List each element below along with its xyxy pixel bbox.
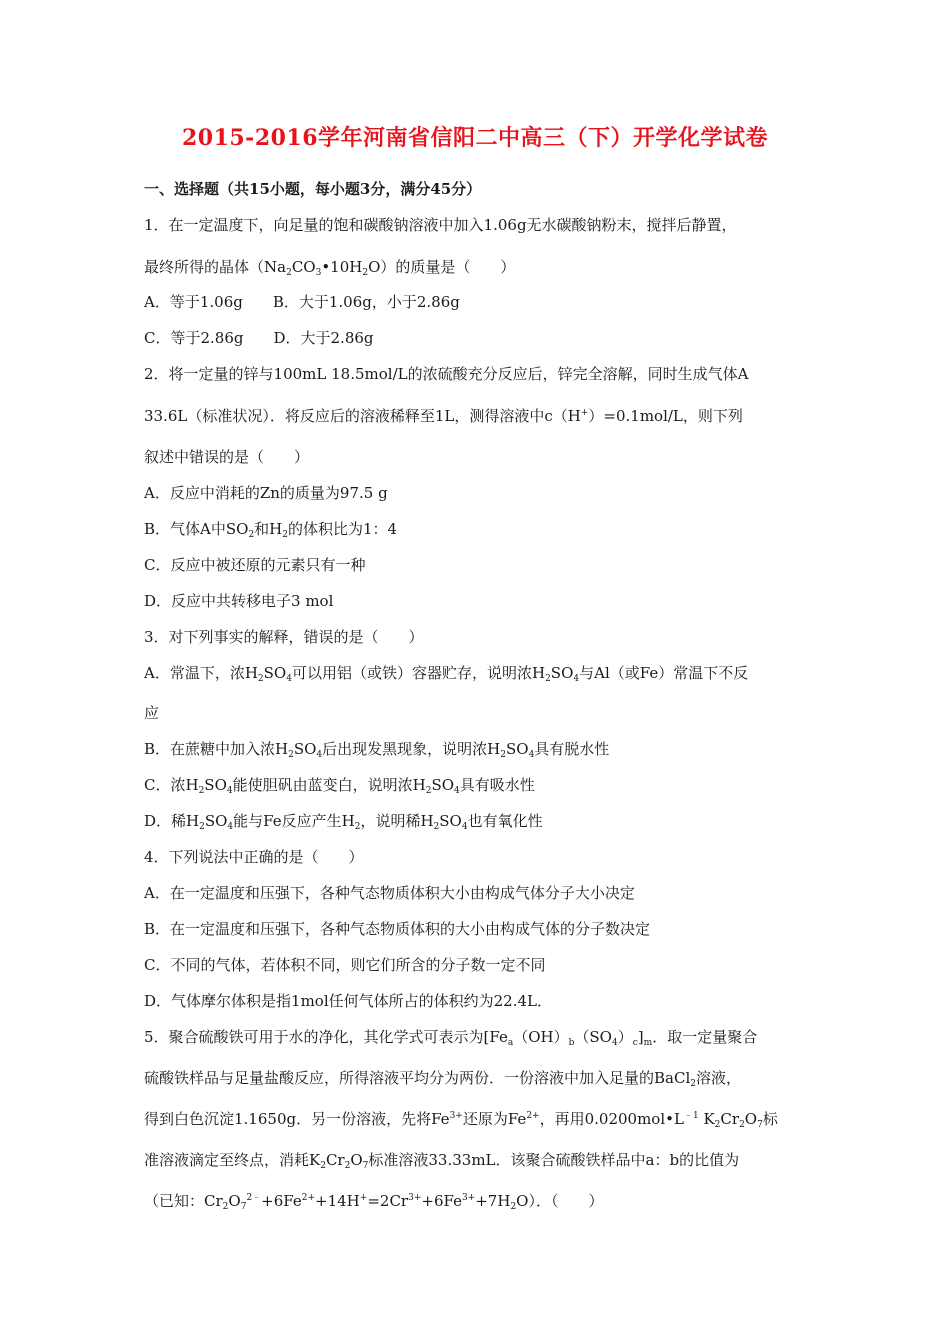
q4-option-b[interactable]: B．在一定温度和压强下，各种气态物质体积的大小由构成气体的分子数决定	[144, 920, 651, 938]
q5-stem-line1: 5．聚合硫酸铁可用于水的净化，其化学式可表示为$[Fe_a(OH)_b(SO_4)_c]_m$．取一定量聚合	[144, 1028, 758, 1048]
q1-options-cd	[144, 327, 374, 348]
q3-option-a-cont: 应	[144, 704, 160, 722]
q3-option-a[interactable]: A．常温下，浓$H_2SO_4$可以用铝（或铁）容器贮存，说明浓$H_2SO_4$与Al（或Fe）常温下不反	[144, 664, 749, 684]
q2-option-b[interactable]: B．气体A中$SO_2$和$H_2$的体积比为1：4	[144, 520, 398, 540]
q2-stem-line1: 2．将一定量的锌与100mL 18.5mol/L的浓硫酸充分反应后，锌完全溶解，同时生成气体A	[144, 365, 749, 383]
q5-stem-line3: 得到白色沉淀1.1650g．另一份溶液，先将$Fe^{3+}$还原为$Fe^{2+}$，再用$0.0200mol•L^{﹣1}$ $K_2Cr_2O_7$标	[144, 1110, 778, 1130]
q1-stem-line1: 1．在一定温度下，向足量的饱和碳酸钠溶液中加入1.06g无水碳酸钠粉末，搅拌后静置，	[144, 216, 737, 234]
q1-option-c[interactable]: C．等于2.86g	[144, 329, 244, 347]
q1-stem-line2: 最终所得的晶体$(Na_2CO_3•10H_2O)$的质量是（ ）	[144, 258, 516, 278]
q2-option-a[interactable]: A．反应中消耗的Zn的质量为97.5 g	[144, 484, 388, 502]
q2-stem-line2: 33.6L（标准状况）．将反应后的溶液稀释至1L，测得溶液中c（H+）=0.1mol/L，则下列	[144, 407, 743, 425]
q2-stem-line3: 叙述中错误的是（ ）	[144, 448, 310, 466]
section-heading: 一、选择题（共15小题，每小题3分，满分45分）	[144, 180, 482, 198]
q1-options-ab	[144, 291, 460, 312]
exam-title: 2015-2016学年河南省信阳二中高三（下）开学化学试卷	[181, 125, 769, 151]
q4-option-a[interactable]: A．在一定温度和压强下，各种气态物质体积大小由构成气体分子大小决定	[144, 884, 635, 902]
q3-option-b[interactable]: B．在蔗糖中加入浓$H_2SO_4$后出现发黑现象，说明浓$H_2SO_4$具有脱水性	[144, 740, 610, 760]
q3-option-d[interactable]: D．稀$H_2SO_4$能与Fe反应产生$H_2$，说明稀$H_2SO_4$也有氧化性	[144, 812, 543, 832]
q3-option-c[interactable]: C．浓$H_2SO_4$能使胆矾由蓝变白，说明浓$H_2SO_4$具有吸水性	[144, 776, 535, 796]
q3-stem: 3．对下列事实的解释，错误的是（ ）	[144, 628, 424, 646]
q2-option-d[interactable]: D．反应中共转移电子3 mol	[144, 592, 334, 610]
q1-option-a[interactable]: A．等于1.06g	[144, 293, 243, 311]
q1-option-d[interactable]: D．大于2.86g	[273, 329, 374, 347]
q4-option-d[interactable]: D．气体摩尔体积是指1mol任何气体所占的体积约为22.4L．	[144, 992, 552, 1010]
q4-stem: 4．下列说法中正确的是（ ）	[144, 848, 364, 866]
q4-option-c[interactable]: C．不同的气体，若体积不同，则它们所含的分子数一定不同	[144, 956, 546, 974]
q1-option-b[interactable]: B．大于1.06g，小于2.86g	[272, 293, 460, 311]
q5-stem-line2: 硫酸铁样品与足量盐酸反应，所得溶液平均分为两份．一份溶液中加入足量的BaCl$_2$溶液，	[144, 1069, 741, 1089]
q2-option-c[interactable]: C．反应中被还原的元素只有一种	[144, 556, 366, 574]
q5-stem-line4: 准溶液滴定至终点，消耗$K_2Cr_2O_7$标准溶液33.33mL．该聚合硫酸铁样品中a：b的比值为	[144, 1151, 740, 1171]
q5-stem-line5: （已知：$Cr_2O_7^{2﹣}+6Fe^{2+}+14H^+=2Cr^{3+}+6Fe^{3+}+7H_2O$）．（ ）	[144, 1192, 604, 1212]
